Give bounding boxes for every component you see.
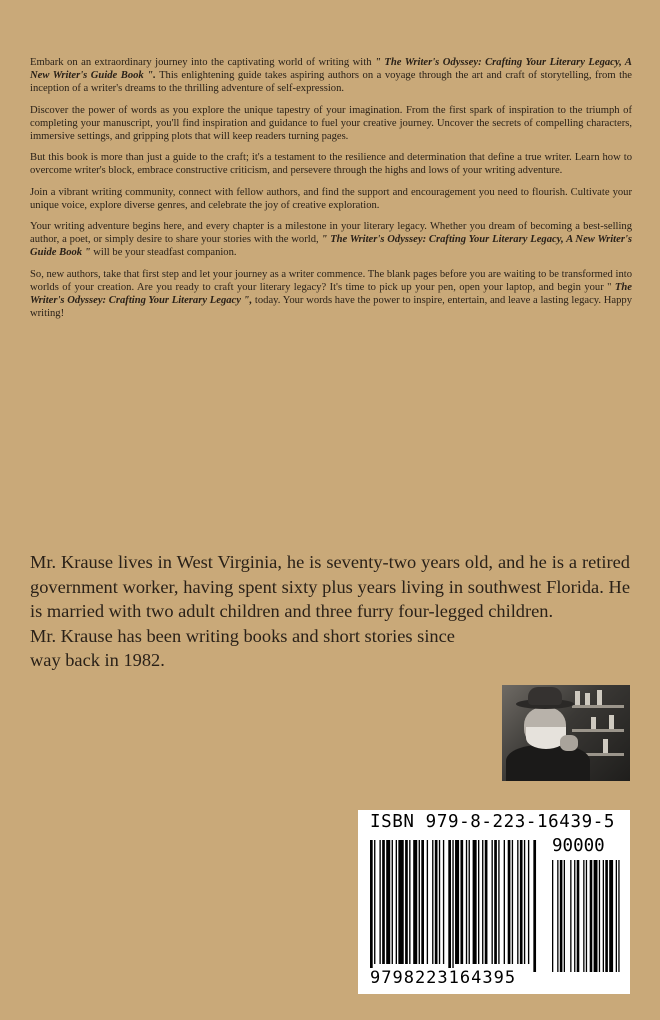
barcode-addon-bar (560, 860, 563, 972)
barcode-bar (452, 840, 453, 972)
isbn-label: ISBN 979-8-223-16439-5 (370, 812, 615, 832)
barcode-bar (485, 840, 488, 964)
barcode-addon-bar (577, 860, 580, 972)
author-bio-paragraph-1: Mr. Krause lives in West Virginia, he is seventy-two years old, and he is a retired government worker, having spent sixty plus years living in southwest Florida. He is married with two adult children and three furry four-legged children. (30, 552, 630, 622)
barcode-addon-bar (618, 860, 619, 972)
barcode-bar (370, 840, 373, 972)
blurb-paragraph-2: Discover the power of words as you explore the unique tapestry of your imagination. From the first spark of inspiration to the triumph of completing your manuscript, you'll find inspiration and guidance to fuel your creative journey. Uncover the secrets of compelling characters, immersive settings, and gripping plots that will keep readers turning pages. (30, 104, 632, 143)
barcode-bar (421, 840, 424, 964)
barcode-bar (528, 840, 529, 964)
barcode-addon-bar (564, 860, 565, 972)
barcode-bar (494, 840, 497, 964)
barcode-bar (392, 840, 393, 964)
blurb-paragraph-1: Embark on an extraordinary journey into the captivating world of writing with " The Writer's Odyssey: Crafting Your Literary Legacy, A New Writer's Guide Book ". This enlightening guide takes aspiring authors on a voyage through the art and craft of storytelling, from the inception of a writer's dreams to the thrilling adventure of self-expression. (30, 57, 633, 95)
barcode-bar (498, 840, 499, 964)
back-cover-blurb (30, 56, 632, 328)
barcode-addon-bar (586, 860, 587, 972)
barcode-addon-bar (570, 860, 571, 972)
isbn-barcode (358, 810, 630, 994)
barcode-bars (368, 840, 624, 972)
book-title-mention: " The Writer's Odyssey: Crafting Your Literary Legacy, A New Writer's Guide Book ". (30, 57, 633, 82)
barcode-bar (512, 840, 513, 964)
barcode-bar (508, 840, 511, 964)
barcode-bar (478, 840, 479, 964)
barcode-bar (382, 840, 385, 964)
barcode-addon-bar (557, 860, 558, 972)
barcode-bar (469, 840, 470, 964)
barcode-bar (439, 840, 440, 964)
barcode-addon-bar (603, 860, 604, 972)
barcode-addon-bar (590, 860, 593, 972)
book-title-mention: The Writer's Odyssey: Crafting Your Literary Legacy ", (30, 281, 632, 307)
barcode-addon-bar (552, 860, 553, 972)
author-photo (502, 685, 630, 781)
book-title-mention: " The Writer's Odyssey: Crafting Your Literary Legacy, A New Writer's Guide Book " (30, 234, 633, 259)
barcode-bar (379, 840, 380, 964)
barcode-bar (517, 840, 518, 964)
barcode-bar (386, 840, 390, 964)
barcode-digits: 9798223164395 (370, 968, 517, 988)
barcode-addon-bar (594, 860, 598, 972)
barcode-addon-bar (609, 860, 613, 972)
barcode-bar (520, 840, 523, 964)
author-bio-paragraph-2: Mr. Krause has been writing books and short stories since way back in 1982. (30, 625, 455, 671)
barcode-bar (409, 840, 410, 964)
blurb-paragraph-5: Your writing adventure begins here, and every chapter is a milestone in your literary legacy. Whether you dream of becoming a best-selling author, a poet, or simply desire to share your stories with the world, " The Writer's Odyssey: Crafting Your Literary Legacy, A New Writer's Guide Book " will be your steadfast companion. (30, 221, 633, 259)
barcode-bar (427, 840, 428, 964)
barcode-bar (443, 840, 444, 964)
barcode-addon-bar (599, 860, 600, 972)
barcode-bar (504, 840, 505, 964)
barcode-bar (435, 840, 438, 964)
blurb-paragraph-4: Join a vibrant writing community, connect with fellow authors, and find the support and encouragement you need to flourish. Cultivate your unique voice, explore diverse genres, and celebrate the joy of creative exploration. (30, 186, 632, 211)
barcode-bar (533, 840, 536, 972)
barcode-bar (460, 840, 463, 964)
barcode-addon-bar (574, 860, 575, 972)
barcode-bar (374, 840, 375, 964)
barcode-bar (419, 840, 420, 964)
barcode-bar (482, 840, 483, 964)
barcode-bar (524, 840, 525, 964)
barcode-bar (398, 840, 403, 964)
barcode-bar (473, 840, 477, 964)
blurb-paragraph-3: But this book is more than just a guide to the craft; it's a testament to the resilience and determination that define a true writer. Learn how to overcome writer's block, embrace constructive criticism, and persevere through the highs and lows of your writing adventure. (30, 152, 632, 177)
barcode-addon-bar (616, 860, 617, 972)
barcode-bar (455, 840, 459, 964)
barcode-addon-bar (583, 860, 584, 972)
barcode-bar (466, 840, 467, 964)
barcode-bar (396, 840, 397, 964)
barcode-bar (432, 840, 433, 964)
barcode-bar (492, 840, 493, 964)
barcode-bar (405, 840, 408, 964)
barcode-addon-bar (605, 860, 608, 972)
blurb-paragraph-6: So, new authors, take that first step and let your journey as a writer commence. The blank pages before you are waiting to be transformed into worlds of your creation. Are you ready to craft your literary legacy? It's time to pick up your pen, open your laptop, and begin your " The Writer's Odyssey: Crafting Your Literary Legacy ", today. Your words have the power to inspire, entertain, and leave a lasting legacy. Happy writing! (30, 268, 633, 320)
author-bio (30, 550, 630, 673)
barcode-bar (413, 840, 417, 964)
barcode-bar (448, 840, 451, 972)
price-code: 90000 (552, 836, 605, 856)
